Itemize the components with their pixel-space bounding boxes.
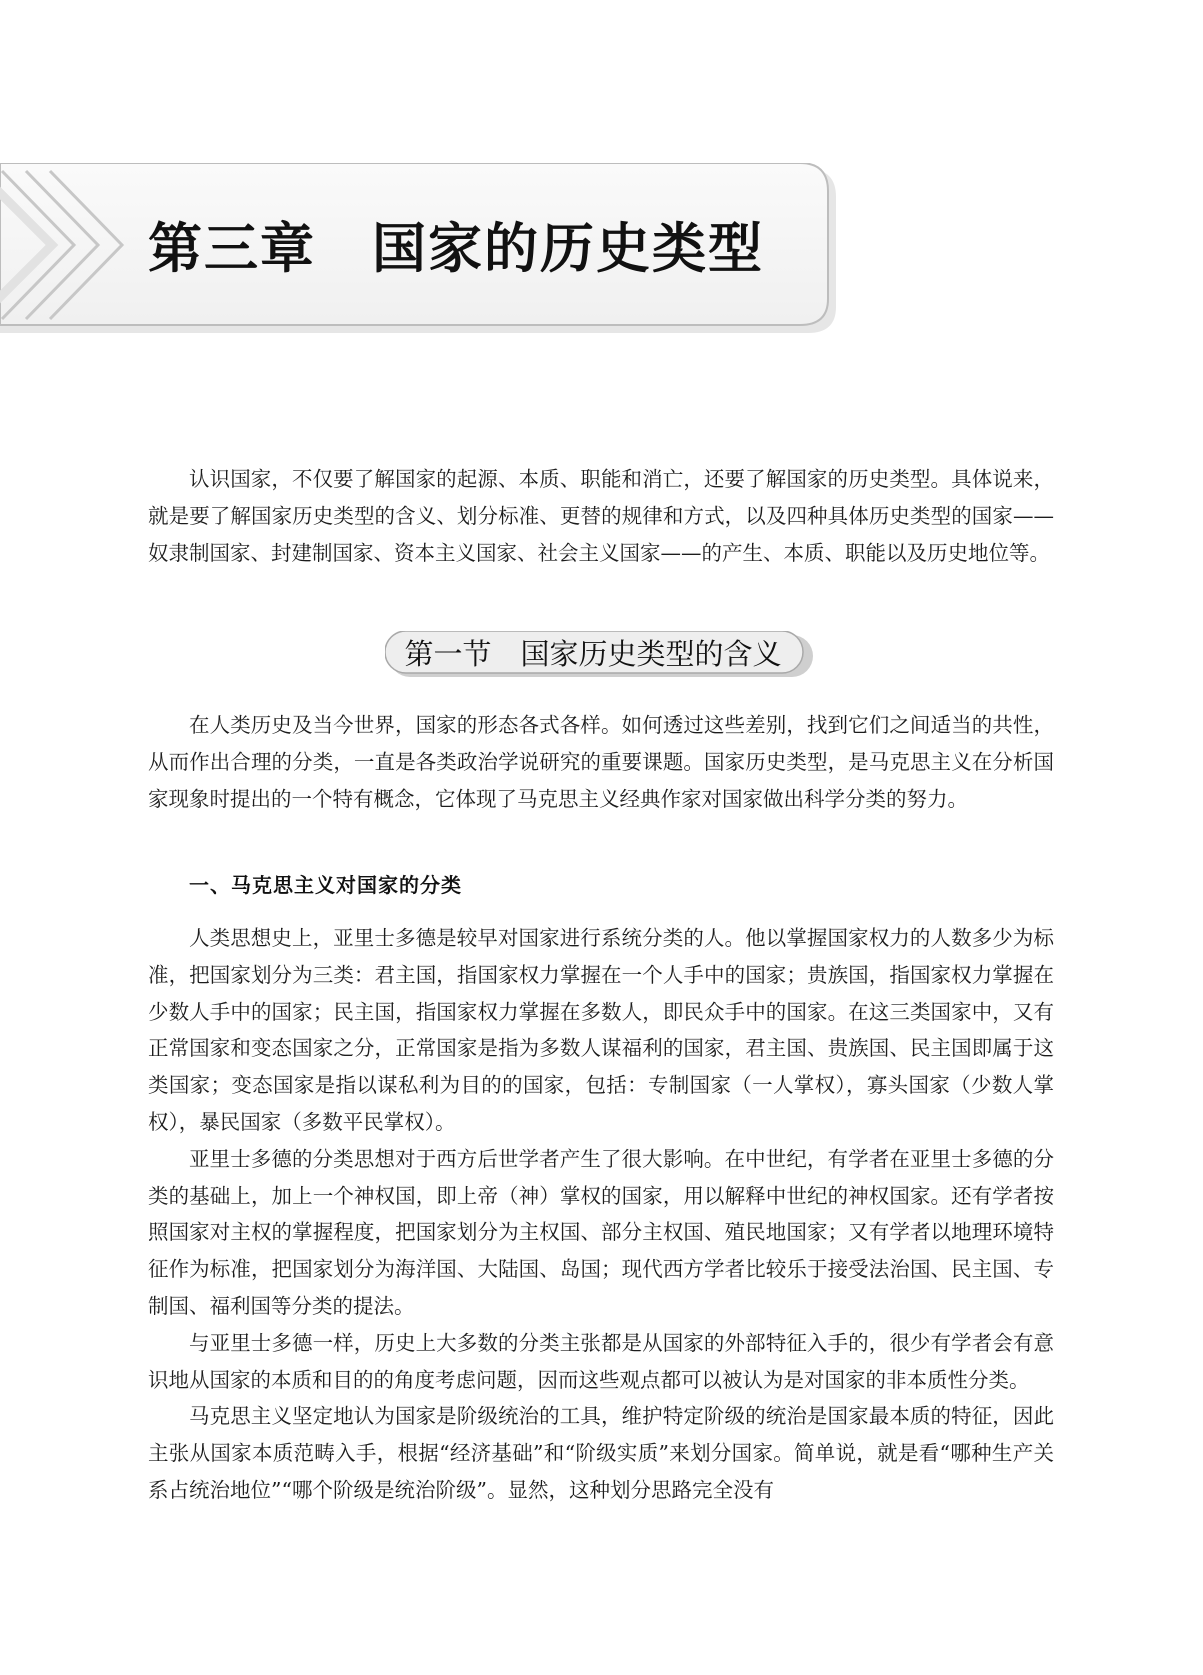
body-paragraph: 与亚里士多德一样，历史上大多数的分类主张都是从国家的外部特征入手的，很少有学者会有意识地从国家的本质和目的的角度考虑问题，因而这些观点都可以被认为是对国家的非本质性分类。 — [148, 1330, 1054, 1392]
subsection-heading: 一、马克思主义对国家的分类 — [189, 873, 462, 897]
subsection-body — [148, 920, 1054, 1509]
chapter-intro — [148, 461, 1054, 571]
section-title: 第一节 国家历史类型的含义 — [404, 637, 782, 671]
body-paragraph: 马克思主义坚定地认为国家是阶级统治的工具，维护特定阶级的统治是国家最本质的特征，因此主张从国家本质范畴入手，根据“经济基础”和“阶级实质”来划分国家。简单说，就是看“哪种生产关系占统治地位”“哪个阶级是统治阶级”。显然，这种划分思路完全没有 — [148, 1404, 1054, 1502]
section-title-badge — [385, 631, 815, 679]
body-paragraph: 亚里士多德的分类思想对于西方后世学者产生了很大影响。在中世纪，有学者在亚里士多德的分类的基础上，加上一个神权国，即上帝（神）掌权的国家，用以解释中世纪的神权国家。还有学者按照国家对主权的掌握程度，把国家划分为主权国、部分主权国、殖民地国家；又有学者以地理环境特征作为标准，把国家划分为海洋国、大陆国、岛国；现代西方学者比较乐于接受法治国、民主国、专制国、福利国等分类的提法。 — [148, 1146, 1054, 1318]
chapter-banner — [0, 163, 845, 333]
body-paragraph: 人类思想史上，亚里士多德是较早对国家进行系统分类的人。他以掌握国家权力的人数多少为标准，把国家划分为三类：君主国，指国家权力掌握在一个人手中的国家；贵族国，指国家权力掌握在少数人手中的国家；民主国，指国家权力掌握在多数人，即民众手中的国家。在这三类国家中，又有正常国家和变态国家之分，正常国家是指为多数人谋福利的国家，君主国、贵族国、民主国即属于这类国家；变态国家是指以谋私利为目的的国家，包括：专制国家（一人掌权），寡头国家（少数人掌权），暴民国家（多数平民掌权）。 — [148, 926, 1054, 1134]
section-intro-paragraph: 在人类历史及当今世界，国家的形态各式各样。如何透过这些差别，找到它们之间适当的共性，从而作出合理的分类，一直是各类政治学说研究的重要课题。国家历史类型，是马克思主义在分析国家现象时提出的一个特有概念，它体现了马克思主义经典作家对国家做出科学分类的努力。 — [148, 713, 1054, 811]
section-intro — [148, 707, 1054, 817]
chapter-title: 第三章 国家的历史类型 — [148, 216, 764, 280]
chapter-intro-paragraph: 认识国家，不仅要了解国家的起源、本质、职能和消亡，还要了解国家的历史类型。具体说来，就是要了解国家历史类型的含义、划分标准、更替的规律和方式，以及四种具体历史类型的国家——奴隶制国家、封建制国家、资本主义国家、社会主义国家——的产生、本质、职能以及历史地位等。 — [148, 467, 1054, 565]
